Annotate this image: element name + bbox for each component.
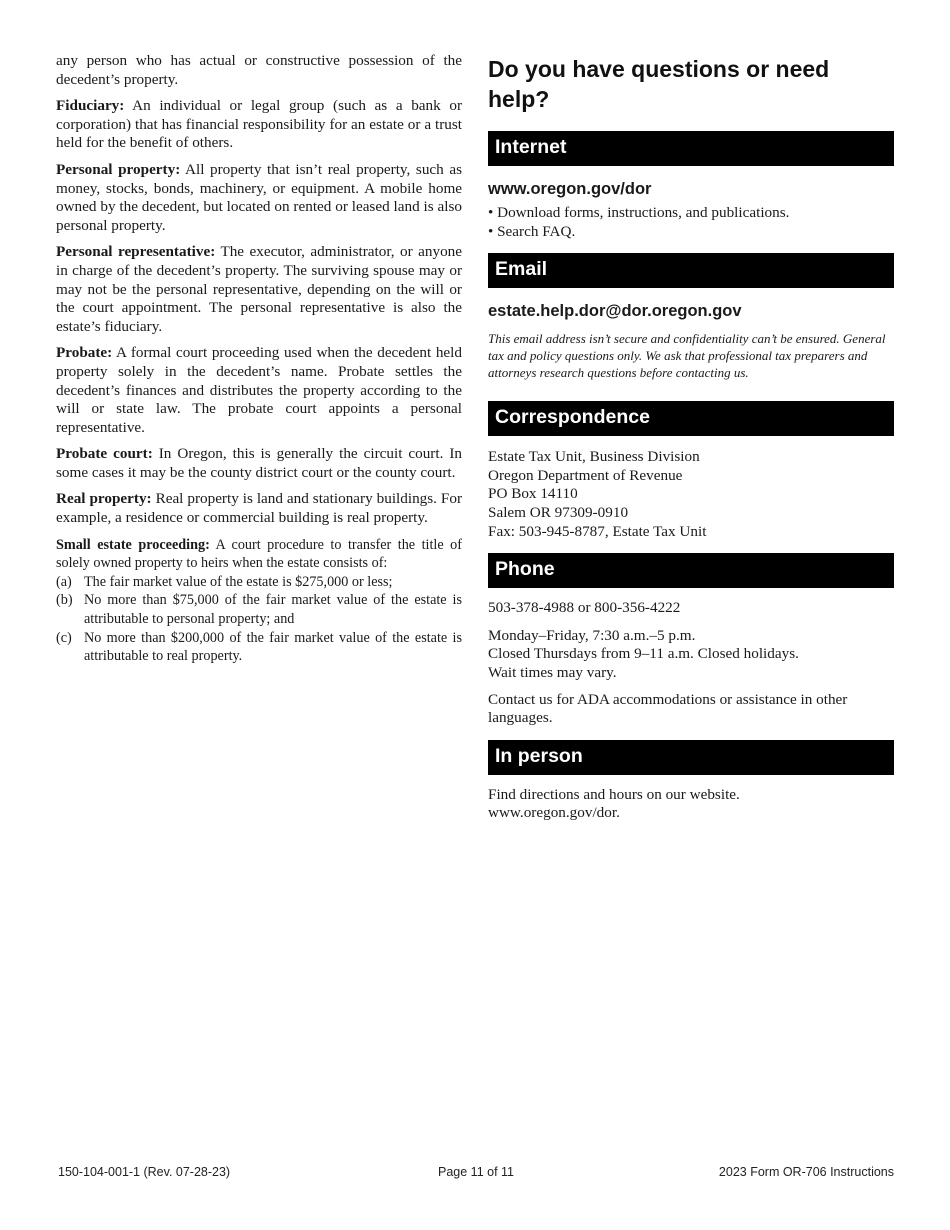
list-item <box>56 591 462 628</box>
list-item: • Download forms, instructions, and publications. <box>488 204 790 221</box>
definition-probate-court <box>56 445 462 482</box>
phone-numbers: 503-378-4988 or 800-356-4222 <box>488 599 681 617</box>
mailing-address <box>488 448 894 541</box>
list-text: No more than $200,000 of the fair market value of the estate is attributable to real property. <box>84 629 462 665</box>
help-title: Do you have questions or need help? <box>488 56 830 112</box>
website-link[interactable]: www.oregon.gov/dor <box>488 180 652 198</box>
definition-term: Personal representative: <box>56 243 216 261</box>
list-item <box>56 573 462 592</box>
form-title: 2023 Form OR-706 Instructions <box>718 1165 894 1179</box>
hours-line: Monday–Friday, 7:30 a.m.–5 p.m. <box>488 626 696 644</box>
definition-text: A formal court proceeding used when the decedent held property solely in the decedent’s name. Probate settles the decedent’s finances and distributes the property according to the will or state law. The probate court appoints a personal representative. <box>56 344 462 436</box>
definition-term: Fiduciary: <box>56 97 125 115</box>
fax-line: Fax: 503-945-8787, Estate Tax Unit <box>488 522 707 540</box>
email-heading: Email <box>488 253 894 288</box>
definition-personal-representative <box>56 243 462 336</box>
definition-fiduciary <box>56 97 462 153</box>
definition-term: Small estate proceeding: <box>56 536 210 553</box>
definition-small-estate <box>56 536 462 666</box>
definition-text: An individual or legal group (such as a bank or corporation) that has financial responsibility for an estate or a trust held for the benefit of others. <box>56 97 462 152</box>
list-item: • Search FAQ. <box>488 222 576 240</box>
ada-note: Contact us for ADA accommodations or assistance in other languages. <box>488 690 848 727</box>
in-person-line: www.oregon.gov/dor. <box>488 804 620 822</box>
list-item <box>56 629 462 666</box>
definition-personal-property <box>56 161 462 235</box>
in-person-heading: In person <box>488 740 894 775</box>
intro-continuation: any person who has actual or constructive possession of the decedent’s property. <box>56 52 462 88</box>
definition-term: Probate court: <box>56 445 153 463</box>
definition-term: Probate: <box>56 344 113 362</box>
definition-real-property <box>56 490 462 527</box>
definition-term: Personal property: <box>56 160 181 178</box>
list-text: No more than $75,000 of the fair market value of the estate is attributable to personal property; and <box>84 592 462 628</box>
definition-text: Real property is land and stationary buildings. For example, a residence or commercial building is real property. <box>56 490 463 527</box>
address-line: Estate Tax Unit, Business Division <box>488 448 700 466</box>
address-line: Oregon Department of Revenue <box>488 466 683 484</box>
internet-bullets <box>488 204 894 241</box>
list-letter: (c) <box>56 629 72 646</box>
phone-hours <box>488 627 894 683</box>
hours-line: Closed Thursdays from 9–11 a.m. Closed holidays. <box>488 645 799 663</box>
in-person-line: Find directions and hours on our website. <box>488 785 740 803</box>
definition-probate <box>56 344 462 437</box>
form-number: 150-104-001-1 (Rev. 07-28-23) <box>58 1165 231 1179</box>
in-person-info <box>488 786 894 823</box>
hours-line: Wait times may vary. <box>488 663 617 681</box>
definition-text: A court procedure to transfer the title of solely owned property to heirs when the estate consists of: <box>56 536 462 572</box>
page-number: Page 11 of 11 <box>438 1165 514 1179</box>
internet-heading: Internet <box>488 131 894 166</box>
page-footer <box>58 1165 894 1181</box>
list-letter: (a) <box>56 573 72 590</box>
list-letter: (b) <box>56 592 73 609</box>
definition-text: The executor, administrator, or anyone in charge of the decedent’s property. The surviving spouse may or may not be the personal representative, depending on the will or the court appointment. The personal representative is also the estate’s fiduciary. <box>56 243 463 335</box>
help-column <box>488 52 894 823</box>
definition-text: All property that isn’t real property, such as money, stocks, bonds, machinery, or equipment. A mobile home owned by the decedent, but located on rented or leased land is also personal property. <box>56 160 463 234</box>
address-line: Salem OR 97309-0910 <box>488 503 629 521</box>
definitions-column <box>56 52 462 666</box>
list-text: The fair market value of the estate is $275,000 or less; <box>84 573 393 590</box>
address-line: PO Box 14110 <box>488 485 578 503</box>
correspondence-heading: Correspondence <box>488 401 894 436</box>
phone-heading: Phone <box>488 553 894 588</box>
email-link[interactable]: estate.help.dor@dor.oregon.gov <box>488 302 742 321</box>
email-note: This email address isn’t secure and confidentiality can’t be ensured. General tax and policy questions only. We ask that professional tax preparers and attorneys research questions before contacting us. <box>488 331 886 381</box>
definition-term: Real property: <box>56 490 152 508</box>
definition-text: In Oregon, this is generally the circuit court. In some cases it may be the county district court or the county court. <box>56 445 462 481</box>
